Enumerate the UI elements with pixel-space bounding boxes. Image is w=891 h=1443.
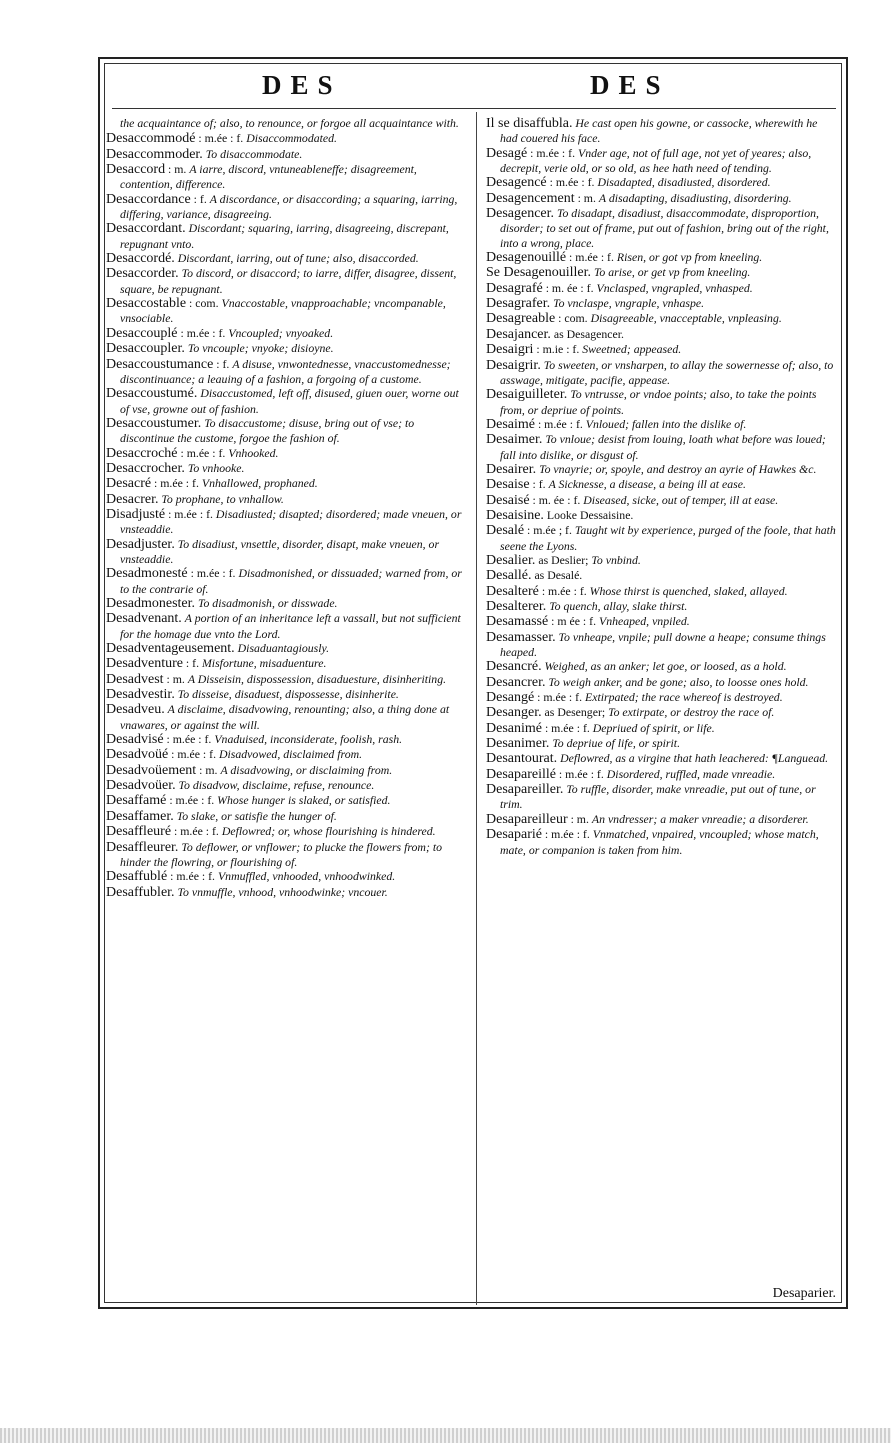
dictionary-entry bbox=[486, 146, 838, 176]
entry-headword: Desagreable bbox=[486, 311, 556, 327]
dictionary-entry bbox=[486, 721, 838, 736]
dictionary-entry bbox=[106, 416, 464, 446]
entry-headword: Desaccostable bbox=[106, 296, 187, 312]
entry-definition: Disadiusted; disapted; disordered; made vneuen, or vnsteaddie. bbox=[120, 506, 462, 537]
entry-headword: Desagrafé bbox=[486, 280, 543, 296]
entry-grammar: : m.ée : f. bbox=[166, 732, 212, 747]
entry-headword: Desaigri bbox=[486, 342, 534, 358]
dictionary-entry bbox=[106, 266, 464, 296]
entry-grammar: as Deslier; bbox=[538, 552, 589, 567]
entry-definition: To ruffle, disorder, make vnreadie, put out of tune, or trim. bbox=[500, 782, 816, 812]
entry-definition: To arise, or get vp from kneeling. bbox=[593, 265, 751, 280]
entry-definition: To disaccommodate. bbox=[205, 146, 303, 161]
dictionary-entry bbox=[486, 250, 838, 265]
dictionary-entry bbox=[486, 782, 838, 812]
entry-headword: Desaffamer. bbox=[106, 808, 174, 824]
dictionary-entry bbox=[106, 341, 464, 356]
entry-definition: To prophane, to vnhallow. bbox=[161, 491, 284, 506]
entry-headword: Desaccrocher. bbox=[106, 460, 185, 476]
entry-grammar: : m.ie : f. bbox=[536, 342, 580, 357]
entry-headword: Desantourat. bbox=[486, 751, 558, 767]
entry-definition: To disadmonish, or disswade. bbox=[197, 596, 338, 610]
entry-grammar: : m.ée : f. bbox=[154, 476, 199, 491]
entry-definition: Weighed, as an anker; let goe, or loosed, as a hold. bbox=[544, 659, 787, 674]
dictionary-entry bbox=[486, 417, 838, 432]
entry-grammar: : m.ée : f. bbox=[180, 445, 226, 460]
dictionary-entry bbox=[106, 596, 464, 611]
dictionary-entry bbox=[106, 492, 464, 507]
entry-definition: Vnaduised, inconsiderate, foolish, rash. bbox=[214, 732, 403, 747]
dictionary-entry bbox=[486, 568, 838, 583]
entry-grammar: : m.ée ; f. bbox=[527, 523, 572, 538]
entry-headword: Desadvest bbox=[106, 671, 164, 687]
entry-headword: Desaccoustumance bbox=[106, 356, 214, 372]
entry-definition: Vnhallowed, prophaned. bbox=[201, 476, 318, 491]
entry-headword: Desaffleuré bbox=[106, 824, 172, 840]
entry-headword: Desaccommoder. bbox=[106, 146, 203, 162]
entry-definition: Whose thirst is quenched, slaked, allayed. bbox=[589, 583, 788, 598]
entry-headword: Desagé bbox=[486, 145, 528, 161]
entry-definition: To depriue of life, or spirit. bbox=[552, 736, 681, 751]
entry-definition: To vnmuffle, vnhood, vnhoodwinke; vncouer. bbox=[177, 884, 388, 899]
entry-headword: Desaparié bbox=[486, 827, 542, 843]
dictionary-entry bbox=[106, 824, 464, 839]
dictionary-entry bbox=[486, 206, 838, 250]
entry-grammar: as Desalé. bbox=[534, 568, 583, 583]
dictionary-entry bbox=[106, 192, 464, 222]
entry-grammar: : m.ée : f. bbox=[198, 131, 244, 146]
dictionary-entry bbox=[486, 659, 838, 674]
dictionary-entry bbox=[106, 656, 464, 671]
dictionary-entry bbox=[486, 736, 838, 751]
entry-definition: Disadmonished, or dissuaded; warned from, or to the contrarie of. bbox=[120, 566, 462, 596]
entry-headword: Desagrafer. bbox=[486, 296, 551, 312]
entry-grammar: as Desenger; bbox=[544, 705, 606, 720]
dictionary-entry bbox=[486, 705, 838, 720]
entry-definition: Deflowred, as a virgine that hath leachered: ¶Languead. bbox=[560, 751, 829, 766]
entry-grammar: : m.ée : f. bbox=[180, 325, 226, 340]
entry-definition: To weigh anker, and be gone; also, to loosse ones hold. bbox=[548, 674, 809, 689]
entry-definition: Disadvowed, disclaimed from. bbox=[219, 747, 363, 762]
dictionary-entry bbox=[106, 476, 464, 491]
dictionary-entry bbox=[486, 175, 838, 190]
entry-grammar: : m.ée : f. bbox=[171, 747, 217, 762]
entry-grammar: : m.ée : f. bbox=[537, 690, 583, 705]
entry-definition: Deflowred; or, whose flourishing is hindered. bbox=[221, 824, 436, 839]
entry-definition: A Disseisin, dispossession, disaduesture, disinheriting. bbox=[187, 671, 447, 686]
entry-definition: To vnclaspe, vngraple, vnhaspe. bbox=[553, 296, 705, 311]
entry-grammar: : m.ée : f. bbox=[569, 250, 614, 265]
entry-headword: Desamasser. bbox=[486, 629, 556, 645]
entry-headword: Desaccommodé bbox=[106, 131, 196, 147]
dictionary-entry bbox=[106, 221, 464, 251]
entry-headword: Desagencer. bbox=[486, 206, 555, 222]
entry-definition: To disaccustome; disuse, bring out of vse; to discontinue the custome, forgoe the fashion of. bbox=[120, 415, 415, 446]
entry-grammar: Looke Dessaisine. bbox=[546, 507, 634, 522]
entry-headword: Desalterer. bbox=[486, 599, 547, 614]
dictionary-entry bbox=[106, 131, 464, 146]
entry-grammar: : m.ée : f. bbox=[168, 506, 213, 521]
dictionary-entry bbox=[106, 702, 464, 732]
dictionary-entry bbox=[486, 432, 838, 462]
entry-definition: Disaccustomed, left off, disused, giuen ouer, worne out of vse, growne out of fashion. bbox=[120, 386, 459, 416]
entry-headword: Desalier. bbox=[486, 552, 536, 568]
entry-definition: An vndresser; a maker vnreadie; a disorderer. bbox=[591, 811, 809, 826]
entry-definition: Vnaccostable, vnapproachable; vncompanable, vnsociable. bbox=[120, 296, 446, 326]
dictionary-entry bbox=[486, 311, 838, 326]
dictionary-entry bbox=[106, 641, 464, 656]
entry-definition: Misfortune, misaduenture. bbox=[201, 656, 327, 671]
entry-definition: Vnhooked. bbox=[228, 445, 279, 460]
entry-headword: Desagencement bbox=[486, 190, 575, 206]
entry-grammar: as Desagencer. bbox=[553, 326, 624, 341]
dictionary-entry bbox=[486, 116, 838, 146]
dictionary-entry bbox=[486, 477, 838, 492]
entry-headword: Desadventure bbox=[106, 656, 183, 672]
entry-definition: Disordered, ruffled, made vnreadie. bbox=[606, 766, 776, 781]
dictionary-entry bbox=[486, 751, 838, 766]
dictionary-entry bbox=[106, 566, 464, 596]
entry-grammar: : m.ée : f. bbox=[169, 793, 215, 808]
entry-grammar: : m. bbox=[570, 811, 589, 826]
dictionary-entry bbox=[106, 672, 464, 687]
dictionary-entry bbox=[106, 147, 464, 162]
entry-headword: Desadvisé bbox=[106, 732, 164, 748]
dictionary-entry bbox=[486, 553, 838, 568]
entry-definition: Vnloued; fallen into the dislike of. bbox=[585, 416, 747, 431]
entry-grammar: : m. ée : f. bbox=[545, 280, 594, 295]
entry-grammar: : m.ée : f. bbox=[174, 824, 219, 839]
dictionary-entry bbox=[486, 599, 838, 614]
dictionary-entry bbox=[106, 611, 464, 641]
entry-grammar: : m. bbox=[577, 190, 596, 205]
dictionary-entry bbox=[486, 630, 838, 660]
entry-definition: Disaduantagiously. bbox=[237, 641, 330, 656]
dictionary-entry bbox=[486, 265, 838, 280]
entry-headword: Desaccouplé bbox=[106, 325, 178, 341]
entry-definition: Depriued of spirit, or life. bbox=[592, 720, 715, 735]
entry-definition: He cast open his gowne, or cassocke, wherewith he had couered his face. bbox=[500, 116, 818, 146]
entry-headword: Desagencé bbox=[486, 175, 547, 191]
entry-headword: Desanger. bbox=[486, 705, 542, 721]
entry-definition: Vnder age, not of full age, not yet of yeares; also, decrepit, verie old, or so old, as hee hath need of tending. bbox=[500, 145, 812, 176]
entry-definition: A disadvowing, or disclaiming from. bbox=[220, 762, 393, 777]
entry-headword: Desaccorder. bbox=[106, 266, 179, 282]
entry-headword: Disadjusté bbox=[106, 506, 166, 522]
entry-definition: Disagreeable, vnacceptable, vnpleasing. bbox=[590, 311, 782, 326]
entry-headword: Desacré bbox=[106, 476, 152, 492]
dictionary-entry bbox=[106, 296, 464, 326]
dictionary-entry bbox=[106, 116, 464, 131]
entry-grammar: : m.ée : f. bbox=[558, 766, 604, 781]
entry-headword: Desaiguilleter. bbox=[486, 387, 568, 403]
entry-headword: Il se disaffubla. bbox=[486, 116, 573, 131]
entry-grammar: : m.ée : f. bbox=[544, 827, 590, 842]
entry-definition: Vncoupled; vnyoaked. bbox=[228, 325, 334, 340]
entry-definition: To sweeten, or vnsharpen, to allay the sowernesse of; also, to asswage, mitigate, pacifie, appease. bbox=[500, 357, 834, 387]
scan-edge bbox=[0, 1428, 891, 1443]
entry-definition: A iarre, discord, vntuneableneffe; disagreement, contention, difference. bbox=[120, 162, 417, 192]
entry-headword: Desaccordance bbox=[106, 191, 191, 207]
entry-definition: the acquaintance of; also, to renounce, or forgoe all acquaintance with. bbox=[120, 116, 459, 130]
dictionary-entry bbox=[106, 763, 464, 778]
dictionary-entry bbox=[486, 767, 838, 782]
entry-definition: Whose hunger is slaked, or satisfied. bbox=[217, 793, 391, 808]
entry-grammar: : m.ée : f. bbox=[530, 145, 576, 160]
dictionary-entry bbox=[486, 281, 838, 296]
dictionary-entry bbox=[486, 584, 838, 599]
entry-definition: Vnclasped, vngrapled, vnhasped. bbox=[596, 280, 753, 295]
entry-definition: To discord, or disaccord; to iarre, differ, disagree, dissent, square, be repugnant. bbox=[120, 266, 457, 296]
entry-headword: Desadjuster. bbox=[106, 536, 175, 552]
entry-grammar: : f. bbox=[532, 477, 546, 492]
dictionary-entry bbox=[486, 614, 838, 629]
entry-headword: Desapareillé bbox=[486, 766, 556, 782]
running-head-left: DES bbox=[262, 70, 342, 100]
entry-headword: Desapareiller. bbox=[486, 782, 564, 798]
right-column bbox=[486, 116, 838, 857]
entry-definition: To vnbind. bbox=[591, 552, 641, 567]
entry-headword: Desaccoupler. bbox=[106, 341, 185, 357]
entry-definition: To vncouple; vnyoke; disioyne. bbox=[187, 341, 334, 356]
entry-definition: A disclaime, disadvowing, renounting; also, a thing done at vnawares, or against the will. bbox=[120, 702, 450, 732]
dictionary-entry bbox=[106, 446, 464, 461]
dictionary-entry bbox=[106, 885, 464, 900]
entry-headword: Desallé. bbox=[486, 568, 532, 584]
dictionary-entry bbox=[106, 326, 464, 341]
dictionary-entry bbox=[486, 462, 838, 477]
entry-headword: Desagenouillé bbox=[486, 250, 567, 266]
entry-headword: Desaccoustumé. bbox=[106, 386, 198, 402]
entry-headword: Desangé bbox=[486, 690, 535, 706]
dictionary-entry bbox=[486, 493, 838, 508]
entry-definition: Taught wit by experience, purged of the foole, that hath seene the Lyons. bbox=[500, 523, 836, 553]
catchword: Desaparier. bbox=[772, 1286, 836, 1301]
entry-definition: To vntrusse, or vndoe points; also, to take the points from, or depriue of points. bbox=[500, 387, 817, 417]
dictionary-entry bbox=[486, 827, 838, 857]
entry-headword: Desalé bbox=[486, 523, 525, 539]
entry-definition: Disadapted, disadiusted, disordered. bbox=[597, 175, 771, 190]
entry-definition: Diseased, sicke, out of temper, ill at ease. bbox=[583, 492, 779, 507]
entry-headword: Desadvoüement bbox=[106, 762, 197, 778]
entry-headword: Desadvoüer. bbox=[106, 778, 176, 794]
dictionary-entry bbox=[106, 162, 464, 192]
entry-definition: Discordant; squaring, iarring, disagreeing, discrepant, repugnant vnto. bbox=[120, 221, 449, 251]
entry-grammar: : f. bbox=[216, 356, 230, 371]
entry-grammar: : m.ée : f. bbox=[549, 175, 595, 190]
dictionary-entry bbox=[106, 251, 464, 266]
entry-headword: Desanimé bbox=[486, 720, 542, 736]
entry-headword: Desaffublé bbox=[106, 869, 168, 885]
entry-headword: Desancré. bbox=[486, 659, 542, 675]
dictionary-entry bbox=[106, 869, 464, 884]
entry-headword: Desadventageusement. bbox=[106, 641, 235, 657]
entry-definition: To disadapt, disadiust, disaccommodate, disproportion, disorder; to set out of frame, put out of fashion, bring out of the right, into a wrong, place. bbox=[500, 206, 829, 250]
entry-headword: Desacrer. bbox=[106, 491, 159, 507]
entry-grammar: : m. bbox=[166, 671, 185, 686]
entry-headword: Desaimer. bbox=[486, 432, 543, 448]
entry-grammar: : m.ée : f. bbox=[170, 869, 216, 884]
entry-definition: To vnhooke. bbox=[187, 460, 245, 475]
entry-headword: Desadvoüé bbox=[106, 747, 169, 763]
entry-grammar: : m.ée : f. bbox=[544, 720, 590, 735]
entry-grammar: : m. ée : f. bbox=[532, 492, 581, 507]
entry-headword: Desadvestir. bbox=[106, 687, 175, 703]
dictionary-entry bbox=[486, 327, 838, 342]
running-head-right: DES bbox=[590, 70, 670, 100]
entry-grammar: : m ée : f. bbox=[551, 614, 597, 629]
entry-definition: A disadapting, disadiusting, disordering. bbox=[598, 190, 792, 205]
dictionary-entry bbox=[106, 809, 464, 824]
entry-definition: To quench, allay, slake thirst. bbox=[549, 599, 688, 613]
dictionary-entry bbox=[106, 461, 464, 476]
dictionary-entry bbox=[106, 507, 464, 537]
entry-headword: Desairer. bbox=[486, 461, 537, 477]
entry-headword: Desaccordant. bbox=[106, 221, 186, 237]
entry-headword: Desaccoustumer. bbox=[106, 415, 202, 431]
entry-grammar: : f. bbox=[185, 656, 200, 671]
dictionary-entry bbox=[486, 191, 838, 206]
entry-definition: A portion of an inheritance left a vassall, but not sufficient for the homage due vnto the Lord. bbox=[120, 611, 461, 641]
entry-headword: Desamassé bbox=[486, 614, 549, 630]
entry-definition: Sweetned; appeased. bbox=[582, 342, 682, 357]
dictionary-entry bbox=[106, 732, 464, 747]
dictionary-entry bbox=[486, 358, 838, 388]
entry-headword: Desaimé bbox=[486, 416, 535, 432]
dictionary-entry bbox=[486, 296, 838, 311]
dictionary-entry bbox=[106, 778, 464, 793]
entry-headword: Desaisine. bbox=[486, 507, 544, 523]
dictionary-entry bbox=[106, 386, 464, 416]
entry-headword: Desancrer. bbox=[486, 674, 546, 690]
entry-definition: To disadiust, vnsettle, disorder, disapt, make vneuen, or vnsteaddie. bbox=[120, 536, 440, 566]
entry-headword: Desadmonesté bbox=[106, 566, 188, 582]
entry-headword: Desaccordé. bbox=[106, 251, 175, 267]
entry-headword: Desaigrir. bbox=[486, 357, 541, 373]
entry-definition: Risen, or got vp from kneeling. bbox=[616, 250, 763, 265]
entry-headword: Desaffleurer. bbox=[106, 839, 179, 855]
header-rule bbox=[112, 108, 836, 109]
entry-headword: Desajancer. bbox=[486, 326, 551, 342]
entry-definition: A disuse, vnwontednesse, vnaccustomednesse; discontinuance; a leauing of a fashion, a forgoing of a custome. bbox=[120, 356, 451, 386]
entry-grammar: : f. bbox=[193, 191, 207, 206]
entry-definition: Extirpated; the race whereof is destroyed. bbox=[585, 690, 783, 705]
entry-headword: Desaffubler. bbox=[106, 884, 175, 900]
entry-definition: A discordance, or disaccording; a squaring, iarring, differing, variance, disagreeing. bbox=[120, 191, 458, 222]
entry-grammar: : m.ée : f. bbox=[190, 566, 236, 581]
dictionary-entry bbox=[486, 387, 838, 417]
entry-definition: To disadvow, disclaime, refuse, renounce. bbox=[178, 778, 375, 793]
entry-grammar: : m. bbox=[168, 162, 187, 177]
entry-headword: Desadveu. bbox=[106, 702, 165, 718]
dictionary-entry bbox=[106, 357, 464, 387]
dictionary-entry bbox=[106, 747, 464, 762]
entry-definition: Vnmatched, vnpaired, vncoupled; whose match, mate, or companion is taken from him. bbox=[500, 827, 819, 857]
entry-definition: Vnmuffled, vnhooded, vnhoodwinked. bbox=[217, 869, 396, 884]
dictionary-entry bbox=[106, 537, 464, 567]
entry-headword: Desaccroché bbox=[106, 445, 178, 461]
dictionary-entry bbox=[486, 342, 838, 357]
dictionary-entry bbox=[486, 675, 838, 690]
entry-headword: Desaccord bbox=[106, 162, 166, 178]
entry-grammar: : m. bbox=[199, 762, 218, 777]
dictionary-entry bbox=[106, 793, 464, 808]
dictionary-entry bbox=[486, 508, 838, 523]
entry-definition: To extirpate, or destroy the race of. bbox=[608, 705, 775, 720]
entry-headword: Desanimer. bbox=[486, 736, 550, 752]
dictionary-entry bbox=[106, 687, 464, 702]
entry-grammar: : m.ée : f. bbox=[537, 416, 583, 431]
entry-grammar: : m.ée : f. bbox=[541, 583, 587, 598]
column-divider bbox=[476, 112, 477, 1305]
entry-definition: To vnloue; desist from louing, loath what before was loued; fall into dislike, or disgust of. bbox=[500, 432, 826, 462]
entry-definition: To deflower, or vnflower; to plucke the flowers from; to hinder the flowring, or flourishing of. bbox=[120, 839, 442, 869]
entry-headword: Desaffamé bbox=[106, 793, 167, 809]
entry-headword: Desaisé bbox=[486, 492, 530, 508]
entry-headword: Desadmonester. bbox=[106, 596, 196, 611]
entry-definition: Vnheaped, vnpiled. bbox=[599, 614, 690, 629]
dictionary-entry bbox=[486, 523, 838, 553]
entry-grammar: : com. bbox=[558, 311, 588, 326]
left-column bbox=[106, 116, 464, 900]
entry-headword: Desadvenant. bbox=[106, 611, 182, 627]
dictionary-entry bbox=[486, 690, 838, 705]
dictionary-entry bbox=[106, 840, 464, 870]
entry-definition: Disaccommodated. bbox=[246, 131, 337, 146]
entry-headword: Desaise bbox=[486, 477, 530, 493]
entry-headword: Desalteré bbox=[486, 583, 539, 599]
entry-definition: To slake, or satisfie the hunger of. bbox=[176, 808, 337, 823]
entry-definition: To vnayrie; or, spoyle, and destroy an ayrie of Hawkes &c. bbox=[539, 461, 817, 476]
entry-definition: Discordant, iarring, out of tune; also, disaccorded. bbox=[177, 251, 419, 266]
dictionary-entry bbox=[486, 812, 838, 827]
entry-headword: Se Desagenouiller. bbox=[486, 265, 591, 281]
entry-headword: Desapareilleur bbox=[486, 811, 568, 827]
entry-grammar: : com. bbox=[189, 296, 219, 311]
entry-definition: To vnheape, vnpile; pull downe a heape; consume things heaped. bbox=[500, 629, 826, 660]
entry-definition: A Sicknesse, a disease, a being ill at ease. bbox=[548, 477, 746, 492]
entry-definition: To disseise, disaduest, dispossesse, disinherite. bbox=[177, 687, 399, 702]
